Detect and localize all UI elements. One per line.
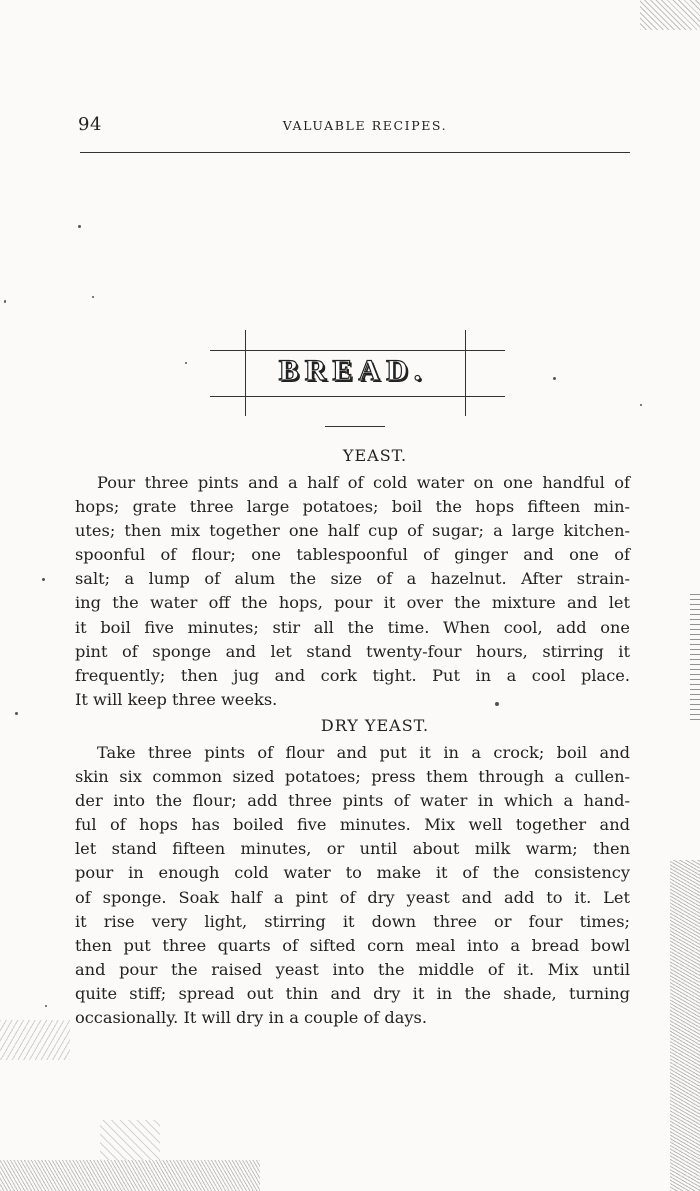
recipe-text xyxy=(75,741,630,1030)
text-line: it rise very light, stirring it down three or four times; xyxy=(75,911,630,931)
frame-line xyxy=(210,350,245,351)
scan-speck xyxy=(45,1005,47,1007)
frame-line xyxy=(210,396,245,397)
text-line: ful of hops has boiled five minutes. Mix well together and xyxy=(75,815,630,835)
text-line: Take three pints of flour and put it in a crock; boil and xyxy=(97,743,630,762)
text-line: der into the flour; add three pints of water in which a hand- xyxy=(75,791,630,811)
scan-speck xyxy=(495,702,499,706)
section-divider xyxy=(325,426,385,427)
scan-speck xyxy=(185,362,187,364)
text-line: utes; then mix together one half cup of sugar; a large kitchen- xyxy=(75,521,630,541)
text-line: It will keep three weeks. xyxy=(75,689,278,709)
scan-noise xyxy=(670,860,700,1191)
text-line: spoonful of flour; one tablespoonful of ginger and one of xyxy=(75,545,630,565)
text-line: pint of sponge and let stand twenty-four hours, stirring it xyxy=(75,641,630,661)
running-title: VALUABLE RECIPES. xyxy=(282,118,448,133)
text-line: and pour the raised yeast into the middle of it. Mix until xyxy=(75,959,630,979)
text-line: quite stiff; spread out thin and dry it in the shade, turning xyxy=(75,983,630,1003)
section-title: BREAD. xyxy=(278,354,428,387)
scan-speck xyxy=(15,712,18,715)
frame-line xyxy=(465,330,466,416)
text-line: occasionally. It will dry in a couple of days. xyxy=(75,1008,427,1028)
text-line: of sponge. Soak half a pint of dry yeast and add to it. Let xyxy=(75,887,630,907)
text-line: then put three quarts of sifted corn meal into a bread bowl xyxy=(75,935,630,955)
scan-speck xyxy=(42,578,45,581)
text-line: salt; a lump of alum the size of a hazelnut. After strain- xyxy=(75,569,630,589)
text-line: it boil five minutes; stir all the time. When cool, add one xyxy=(75,617,630,637)
scan-noise xyxy=(0,1020,70,1060)
page-number: 94 xyxy=(78,114,102,135)
scan-speck xyxy=(78,225,81,228)
frame-line xyxy=(465,350,505,351)
section-title-frame xyxy=(210,330,505,416)
text-line: ing the water off the hops, pour it over the mixture and let xyxy=(75,593,630,613)
scan-speck xyxy=(553,377,556,380)
text-line: frequently; then jug and cork tight. Put in a cool place. xyxy=(75,665,630,685)
scan-noise xyxy=(100,1120,160,1160)
scan-speck xyxy=(4,300,6,303)
header-rule xyxy=(80,152,630,153)
frame-line xyxy=(465,396,505,397)
scan-noise xyxy=(690,590,700,720)
scan-speck xyxy=(640,404,642,406)
frame-line xyxy=(245,350,465,351)
text-line: let stand fifteen minutes, or until about milk warm; then xyxy=(75,839,630,859)
scan-noise xyxy=(0,1160,260,1191)
text-line: Pour three pints and a half of cold water on one handful of xyxy=(97,473,630,492)
scan-speck xyxy=(92,296,94,298)
frame-line xyxy=(245,396,465,397)
text-line: skin six common sized potatoes; press them through a cullen- xyxy=(75,767,630,787)
text-line: hops; grate three large potatoes; boil the hops fifteen min- xyxy=(75,497,630,517)
scan-noise xyxy=(640,0,700,30)
recipe-heading: DRY YEAST. xyxy=(320,716,430,735)
text-line: pour in enough cold water to make it of the consistency xyxy=(75,863,630,883)
recipe-text xyxy=(75,471,630,712)
recipe-heading: YEAST. xyxy=(342,446,408,465)
